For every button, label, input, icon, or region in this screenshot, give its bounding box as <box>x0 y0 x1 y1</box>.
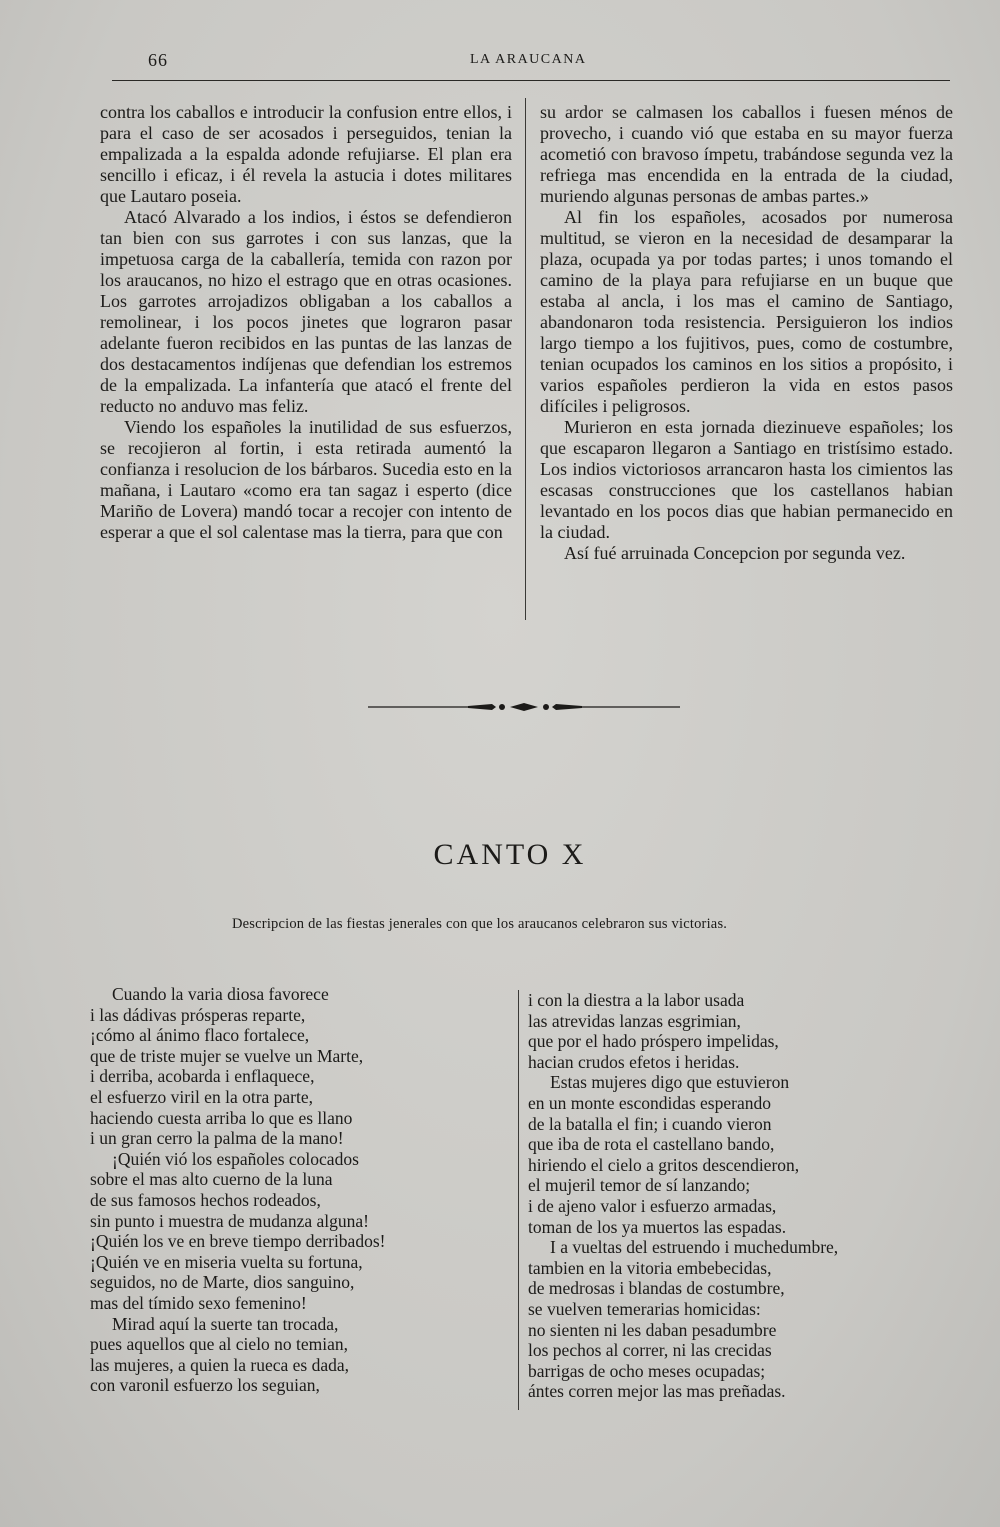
verse-line: de medrosas i blandas de costumbre, <box>528 1278 785 1299</box>
ornament-divider <box>368 700 680 714</box>
verse-line: mas del tímido sexo femenino! <box>90 1292 307 1313</box>
column-divider <box>518 990 519 1410</box>
verse-column-left <box>90 984 490 1396</box>
page-number: 66 <box>148 50 168 70</box>
paragraph: Murieron en esta jornada diezinueve españoles; los que escaparon llegaron a Santiago en tristísimo estado. Los indios victoriosos arrancaron hasta los cimientos las escasas construcciones que los castellanos habian levantado en los pocos dias que habian permanecido en la ciudad. <box>540 417 953 542</box>
verse-line: Estas mujeres digo que estuvieron <box>550 1072 790 1093</box>
verse-line: de la batalla el fin; i cuando vieron <box>528 1113 772 1134</box>
canto-title: CANTO X <box>433 838 587 871</box>
verse-line: de sus famosos hechos rodeados, <box>90 1189 321 1210</box>
verse-line: no sienten ni les daban pesadumbre <box>528 1319 777 1340</box>
verse-line: pues aquellos que al cielo no temian, <box>90 1334 349 1355</box>
verse-line: Cuando la varia diosa favorece <box>112 984 329 1004</box>
paragraph: Así fué arruinada Concepcion por segunda vez. <box>564 543 906 563</box>
verse-line: las mujeres, a quien la rueca es dada, <box>90 1354 349 1375</box>
paragraph: Viendo los españoles la inutilidad de sus esfuerzos, se recojieron al fortin, i esta retirada aumentó la confianza i resolucion de los bárbaros. Sucedia esto en la mañana, i Lautaro «como era tan sagaz i esperto (dice Mariño de Lovera) mandó tocar a recojer con intento de esperar a que el sol calentase mas la tierra, para que con <box>100 417 512 542</box>
header-rule <box>112 80 950 81</box>
verse-line: tambien en la vitoria embebecidas, <box>528 1257 772 1278</box>
canto-argument: Descripcion de las fiestas jenerales con que los araucanos celebraron sus victorias. <box>232 916 728 932</box>
verse-line: I a vueltas del estruendo i muchedumbre, <box>550 1237 839 1258</box>
verse-line: ¡Quién ve en miseria vuelta su fortuna, <box>90 1251 363 1272</box>
verse-line: el esfuerzo viril en la otra parte, <box>90 1086 314 1107</box>
verse-line: i un gran cerro la palma de la mano! <box>90 1128 344 1149</box>
verse-line: Mirad aquí la suerte tan trocada, <box>112 1313 339 1334</box>
running-head <box>110 50 950 74</box>
verse-line: en un monte escondidas esperando <box>528 1092 771 1113</box>
verse-line: i de ajeno valor i esfuerzo armadas, <box>528 1195 777 1216</box>
running-title: LA ARAUCANA <box>470 52 587 67</box>
verse-line: los pechos al correr, ni las crecidas <box>528 1340 772 1361</box>
paragraph: Atacó Alvarado a los indios, i éstos se defendieron tan bien con sus garrotes i con sus lanzas, que la impetuosa carga de la caballería, temida con razon por los araucanos, no hizo el estrago que en otras ocasiones. Los garrotes arrojadizos obligaban a los caballos a remolinear, i los pocos jinetes que lograron pasar adelante fueron recibidos en las puntas de las lanzas de dos destacamentos indíjenas que defendian los estremos de la empalizada. La infantería que atacó el frente del reducto no anduvo mas feliz. <box>100 207 512 416</box>
verse-line: que por el hado próspero impelidas, <box>528 1031 779 1052</box>
verse-line: sin punto i muestra de mudanza alguna! <box>90 1210 369 1231</box>
verse-line: hiriendo el cielo a gritos descendieron, <box>528 1154 800 1175</box>
verse-line: ántes corren mejor las mas preñadas. <box>528 1381 786 1402</box>
verse-line: con varonil esfuerzo los seguian, <box>90 1375 320 1396</box>
verse-column-right <box>528 990 948 1402</box>
verse-line: toman de los ya muertos las espadas. <box>528 1216 787 1237</box>
column-divider <box>525 98 526 620</box>
verse-line: ¡Quién vió los españoles colocados <box>112 1148 359 1169</box>
prose-column-right <box>540 102 953 564</box>
verse-line: i con la diestra a la labor usada <box>528 990 745 1010</box>
paragraph: contra los caballos e introducir la confusion entre ellos, i para el caso de ser acosados i perseguidos, tenian la empalizada a la espalda adonde refujiarse. El plan era sencillo i eficaz, i él revela la astucia i dotes militares que Lautaro poseia. <box>100 102 512 206</box>
verse-line: haciendo cuesta arriba lo que es llano <box>90 1107 353 1128</box>
verse-line: las atrevidas lanzas esgrimian, <box>528 1010 741 1031</box>
verse-line: el mujeril temor de sí lanzando; <box>528 1175 751 1196</box>
prose-column-left <box>100 102 512 543</box>
verse-line: ¡cómo al ánimo flaco fortalece, <box>90 1025 310 1046</box>
paragraph: su ardor se calmasen los caballos i fuesen ménos de provecho, i cuando vió que estaba en su mayor fuerza acometió con bravoso ímpetu, trabándose segunda vez la refriega mas encendida en la entrada de la ciudad, muriendo algunas personas de ambas partes.» <box>540 102 953 206</box>
verse-line: i derriba, acobarda i enflaquece, <box>90 1066 315 1087</box>
paragraph: Al fin los españoles, acosados por numerosa multitud, se vieron en la necesidad de desamparar la plaza, ocupada ya por todas partes; i unos tomando el camino de la playa para refujiarse en un buque que estaba al ancla, i los mas el camino de Santiago, abandonaron toda resistencia. Persiguieron los indios largo tiempo a los fujitivos, pues, como de costumbre, tenian ocupados los caminos en los sitios a propósito, i varios españoles perdieron la vida en estos pasos difíciles i peligrosos. <box>540 207 953 416</box>
verse-line: hacian crudos efetos i heridas. <box>528 1051 740 1072</box>
verse-line: que iba de rota el castellano bando, <box>528 1134 775 1155</box>
verse-line: sobre el mas alto cuerno de la luna <box>90 1169 333 1190</box>
verse-line: i las dádivas prósperas reparte, <box>90 1004 306 1025</box>
verse-line: seguidos, no de Marte, dios sanguino, <box>90 1272 355 1293</box>
verse-line: que de triste mujer se vuelve un Marte, <box>90 1045 364 1066</box>
verse-line: barrigas de ocho meses ocupadas; <box>528 1360 766 1381</box>
verse-line: se vuelven temerarias homicidas: <box>528 1298 761 1319</box>
verse-line: ¡Quién los ve en breve tiempo derribados! <box>90 1231 386 1252</box>
